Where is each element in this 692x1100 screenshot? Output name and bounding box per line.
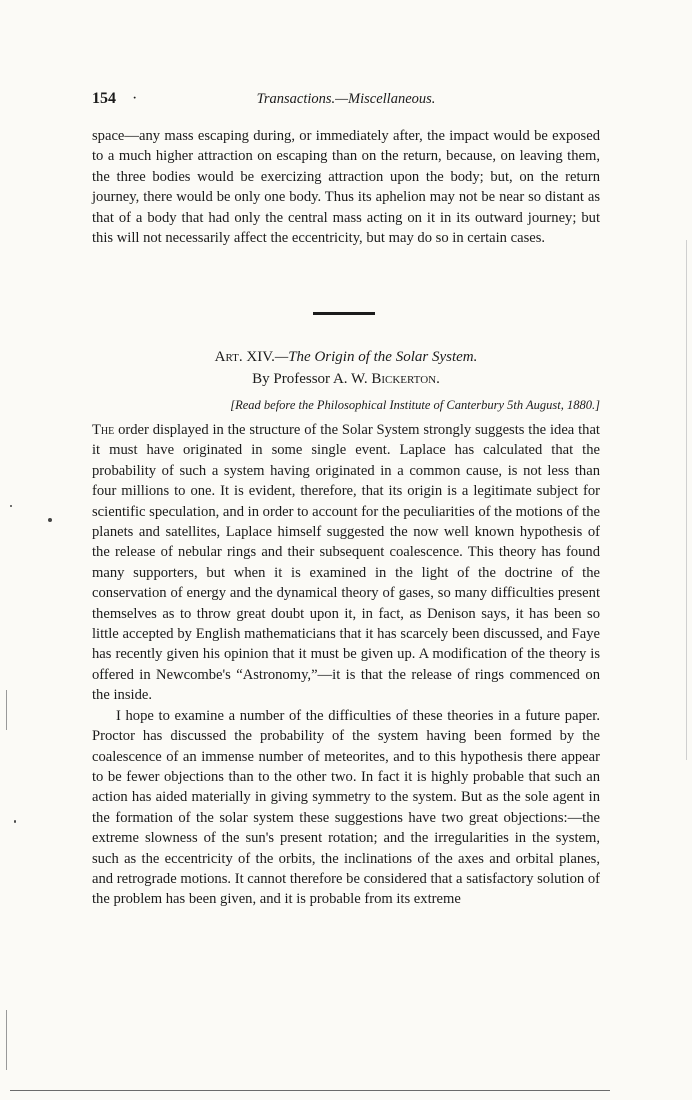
- article-body: [92, 420, 600, 910]
- continuation-paragraph: [92, 126, 600, 248]
- running-head: Transactions.—Miscellaneous.: [256, 91, 436, 107]
- header-dot: ·: [132, 90, 138, 107]
- article-byline: [92, 371, 600, 388]
- page-number: 154: [92, 90, 116, 107]
- paragraph-1-text: order displayed in the structure of the Solar System strongly suggests the idea that it must have originated in some single event. Laplace has calculated that the probability of such a system having originated in a common cause, is not less than four millions to one. It is evident, therefore, that its origin is a legitimate subject for scientific speculation, and in order to account for the peculiarities of the motions of the planets and satellites, Laplace himself suggested the now well known hypothesis of the release of nebular rings and their subsequent coalescence. This theory has found many supporters, but when it is examined in the light of the doctrine of the conservation of energy and the dynamical theory of gases, so many difficulties present themselves as to throw great doubt upon it, in fact, as Denison says, it has been so little accepted by English mathematicians that it has scarcely been discussed, and Faye has recently given his opinion that it must be given up. A modification of the theory is offered in Newcombe's “Astronomy,”—it is that the release of rings commenced on the inside.: [92, 422, 600, 704]
- author-name: Bickerton.: [371, 371, 440, 387]
- scan-speck: [14, 820, 16, 823]
- article-title: [92, 349, 600, 366]
- read-note: [Read before the Philosophical Institute of Canterbury 5th August, 1880.]: [230, 398, 600, 412]
- drop-word: The: [92, 422, 115, 438]
- byline-prefix: By Professor A. W.: [252, 371, 368, 387]
- paragraph-2: I hope to examine a number of the difficulties of these theories in a future paper. Proctor has discussed the probability of the system having been formed by the coalescence of an immense number of meteorites, and to this hypothesis there appear to be fewer objections than to the other two. In fact it is highly probable that such an action has aided materially in giving symmetry to the system. But as the sole agent in the formation of the solar system these suggestions have two great objections:—the extreme slowness of the sun's present rotation; and the irregularities in the system, such as the eccentricity of the orbits, the inclinations of the axes and orbital planes, and retrograde motions. It cannot therefore be considered that a satisfactory solution of the problem has been given, and it is probable from its extreme: [92, 707, 600, 908]
- page-header: [92, 90, 600, 114]
- scan-margin-mark: [6, 690, 7, 730]
- continuation-text: space—any mass escaping during, or immediately after, the impact would be exposed to a much higher attraction on escaping than on the return, because, on leaving them, the three bodies would be exercizing attraction upon the body; but, on the return journey, there would be only one body. Thus its aphelion may not be near so distant as that of a body that had only the central mass acting on it in its outward journey; but this will not necessarily affect the eccentricity, but may do so in certain cases.: [92, 128, 600, 247]
- article-number: Art. XIV.: [214, 349, 275, 365]
- article-title-text: —The Origin of the Solar System.: [274, 349, 478, 365]
- bottom-edge-line: [10, 1090, 610, 1091]
- paragraph-1: [92, 420, 600, 706]
- scan-margin-mark: [686, 240, 687, 760]
- scan-speck: [10, 505, 12, 507]
- scan-margin-mark: [6, 1010, 7, 1070]
- scan-speck: [48, 518, 52, 522]
- section-divider: [313, 312, 375, 315]
